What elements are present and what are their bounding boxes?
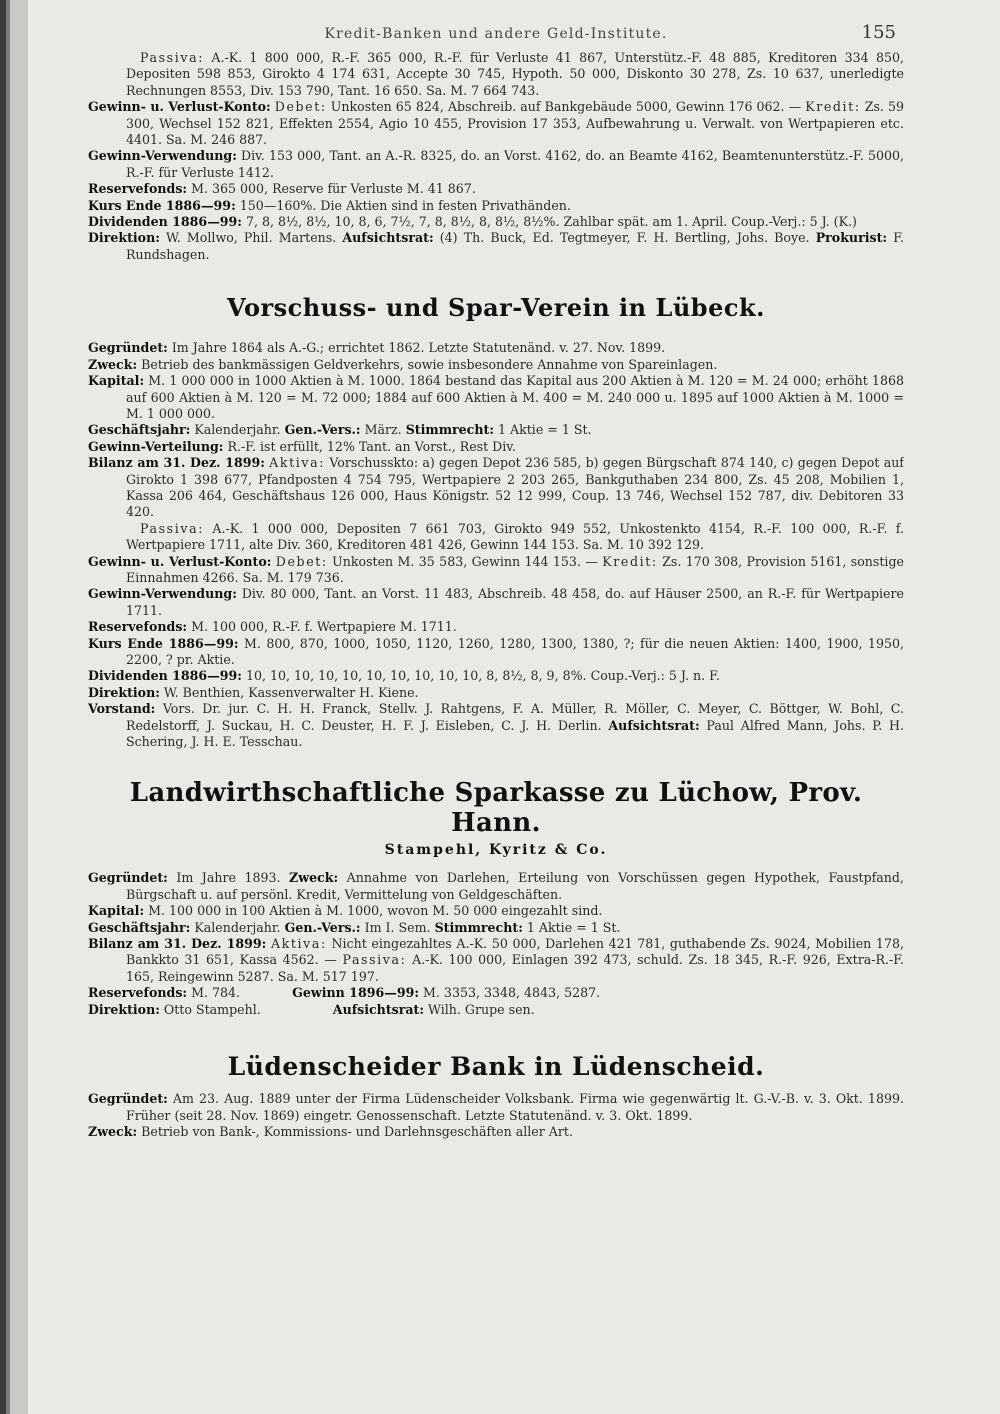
entry-gegruendet: Gegründet: Am 23. Aug. 1889 unter der Firma Lüdenscheider Volksbank. Firma wie gegenwärtig lt. G.-V.-B. v. 3. Okt. 1899. Früher (seit 28. Nov. 1869) eingetr. Genossenschaft. Letzte Statutenänd. v. 3. Okt. 1899. [88,1091,904,1123]
entry-passiva: Passiva: A.-K. 1 800 000, R.-F. 365 000, R.-F. für Verluste 41 867, Unterstütz.-F. 48 885, Kreditoren 334 850, Depositen 598 853, Girokto 4 174 631, Accepte 30 745, Hypoth. 50 000, Diskonto 30 278, Zs. 10 637, unerledigte Rechnungen 8553, Div. 153 790, Tant. 16 650. Sa. M. 7 664 743. [126,50,904,98]
entry-dividenden: Dividenden 1886—99: 7, 8, 8½, 8½, 10, 8, 6, 7½, 7, 8, 8½, 8, 8½, 8½%. Zahlbar spät. am 1. April. Coup.-Verj.: 5 J. (K.) [88,214,857,230]
running-header [88,20,904,50]
entry-gewinn-verlust: Gewinn- u. Verlust-Konto: Debet: Unkosten 65 824, Abschreib. auf Bankgebäude 5000, Gewinn 176 062. — Kredit: Zs. 59 300, Wechsel 152 821, Effekten 2554, Agio 10 455, Provision 17 353, Aufbewahrung u. Verwalt. von Wertpapieren etc. 4401. Sa. M. 246 887. [88,99,904,148]
section-heading-luedenscheid: Lüdenscheider Bank in Lüdenscheid. [227,1052,765,1082]
section-heading-luechow: Landwirthschaftliche Sparkasse zu Lüchow, Prov. Hann. [129,778,863,839]
entry-direktion: Direktion: W. Benthien, Kassenverwalter H. Kiene. [88,684,419,700]
entry-reservefonds: Reservefonds: M. 784. Gewinn 1896—99: M. 3353, 3348, 4843, 5287. [88,985,601,1001]
entry-direktion: Direktion: Otto Stampehl. Aufsichtsrat: Wilh. Grupe sen. [88,1001,535,1017]
entry-gewinn-verwendung: Gewinn-Verwendung: Div. 153 000, Tant. an A.-R. 8325, do. an Vorst. 4162, do. an Beamte 4162, Beamtenunterstütz.-F. 5000, R.-F. für Verluste 1412. [88,148,904,180]
section-heading-luebeck: Vorschuss- und Spar-Verein in Lübeck. [227,293,765,323]
entry-reservefonds: Reservefonds: M. 365 000, Reserve für Verluste M. 41 867. [88,181,476,197]
entry-zweck: Zweck: Betrieb des bankmässigen Geldverkehrs, sowie insbesondere Annahme von Spareinlagen. [88,356,718,372]
entry-gewinn-verteilung: Gewinn-Verteilung: R.-F. ist erfüllt, 12% Tant. an Vorst., Rest Div. [88,438,516,454]
entry-zweck: Zweck: Betrieb von Bank-, Kommissions- und Darlehnsgeschäften aller Art. [88,1123,573,1139]
entry-vorstand: Vorstand: Vors. Dr. jur. C. H. H. Franck, Stellv. J. Rahtgens, F. A. Müller, R. Möller, C. Meyer, C. Böttger, W. Bohl, C. Redelstorff, J. Suckau, H. C. Deuster, H. F. J. Eisleben, C. J. H. Derlin. Aufsichtsrat: Paul Alfred Mann, Johs. P. H. Schering, J. H. E. Tesschau. [88,701,904,750]
entry-gewinn-verlust: Gewinn- u. Verlust-Konto: Debet: Unkosten M. 35 583, Gewinn 144 153. — Kredit: Zs. 170 308, Provision 5161, sonstige Einnahmen 4266. Sa. M. 179 736. [88,553,904,585]
entry-kapital: Kapital: M. 100 000 in 100 Aktien à M. 1000, wovon M. 50 000 eingezahlt sind. [88,903,603,919]
running-header-title: Kredit-Banken und andere Geld-Institute. [324,26,668,42]
entry-direktion: Direktion: W. Mollwo, Phil. Martens. Aufsichtsrat: (4) Th. Buck, Ed. Tegtmeyer, F. H. Bertling, Johs. Boye. Prokurist: F. Rundshagen. [88,230,904,262]
entry-dividenden: Dividenden 1886—99: 10, 10, 10, 10, 10, 10, 10, 10, 10, 10, 8, 8½, 8, 9, 8%. Coup.-Verj.: 5 J. n. F. [88,668,720,684]
entry-reservefonds: Reservefonds: M. 100 000, R.-F. f. Wertpapiere M. 1711. [88,619,457,635]
entry-bilanz-passiva: Passiva: A.-K. 1 000 000, Depositen 7 661 703, Girokto 949 552, Unkostenkto 4154, R.-F. 100 000, R.-F. f. Wertpapiere 1711, alte Div. 360, Kreditoren 481 426, Gewinn 144 153. Sa. M. 10 392 129. [126,520,904,553]
entry-kapital: Kapital: M. 1 000 000 in 1000 Aktien à M. 1000. 1864 bestand das Kapital aus 200 Aktien à M. 120 = M. 24 000; erhöht 1868 auf 600 Aktien à M. 120 = M. 72 000; 1884 auf 600 Aktien à M. 400 = M. 240 000 u. 1895 auf 1000 Aktien à M. 1000 = M. 1 000 000. [88,373,904,421]
entry-gegruendet: Gegründet: Im Jahre 1864 als A.-G.; errichtet 1862. Letzte Statutenänd. v. 27. Nov. 1899. [88,340,666,356]
book-binding-edge [0,0,28,1414]
section-subheading-luechow: Stampehl, Kyritz & Co. [384,842,608,859]
entry-gegruendet: Gegründet: Im Jahre 1893. Zweck: Annahme von Darlehen, Erteilung von Vorschüssen gegen Hypothek, Faustpfand, Bürgschaft u. auf persönl. Kredit, Vermittelung von Geldgeschäften. [88,870,904,902]
entry-bilanz: Bilanz am 31. Dez. 1899: Aktiva: Vorschusskto: a) gegen Depot 236 585, b) gegen Bürgschaft 874 140, c) gegen Depot auf Girokto 1 398 677, Pfandposten 4 754 795, Wertpapiere 2 203 265, Bankguthaben 234 800, Zs. 45 208, Mobilien 1, Kassa 206 464, Geschäftshaus 126 000, Haus Königstr. 52 12 999, Coup. 13 746, Wechsel 152 787, div. Debitoren 33 420. [88,455,904,520]
page-number: 155 [861,22,896,43]
page-content [88,20,904,1400]
entry-geschaeftsjahr: Geschäftsjahr: Kalenderjahr. Gen.-Vers.: Im I. Sem. Stimmrecht: 1 Aktie = 1 St. [88,919,621,935]
entry-bilanz: Bilanz am 31. Dez. 1899: Aktiva: Nicht eingezahltes A.-K. 50 000, Darlehen 421 781, guthabende Zs. 9024, Mobilien 178, Bankkto 31 651, Kassa 4562. — Passiva: A.-K. 100 000, Einlagen 392 473, schuld. Zs. 18 345, R.-F. 926, Extra-R.-F. 165, Reingewinn 5287. Sa. M. 517 197. [88,936,904,984]
entry-kurs: Kurs Ende 1886—99: M. 800, 870, 1000, 1050, 1120, 1260, 1280, 1300, 1380, ?; für die neuen Aktien: 1400, 1900, 1950, 2200, ? pr. Aktie. [88,635,904,667]
entry-kurs: Kurs Ende 1886—99: 150—160%. Die Aktien sind in festen Privathänden. [88,197,571,213]
entry-geschaeftsjahr: Geschäftsjahr: Kalenderjahr. Gen.-Vers.: März. Stimmrecht: 1 Aktie = 1 St. [88,422,592,438]
entry-gewinn-verwendung: Gewinn-Verwendung: Div. 80 000, Tant. an Vorst. 11 483, Abschreib. 48 458, do. auf Häuser 2500, an R.-F. für Wertpapiere 1711. [88,586,904,618]
